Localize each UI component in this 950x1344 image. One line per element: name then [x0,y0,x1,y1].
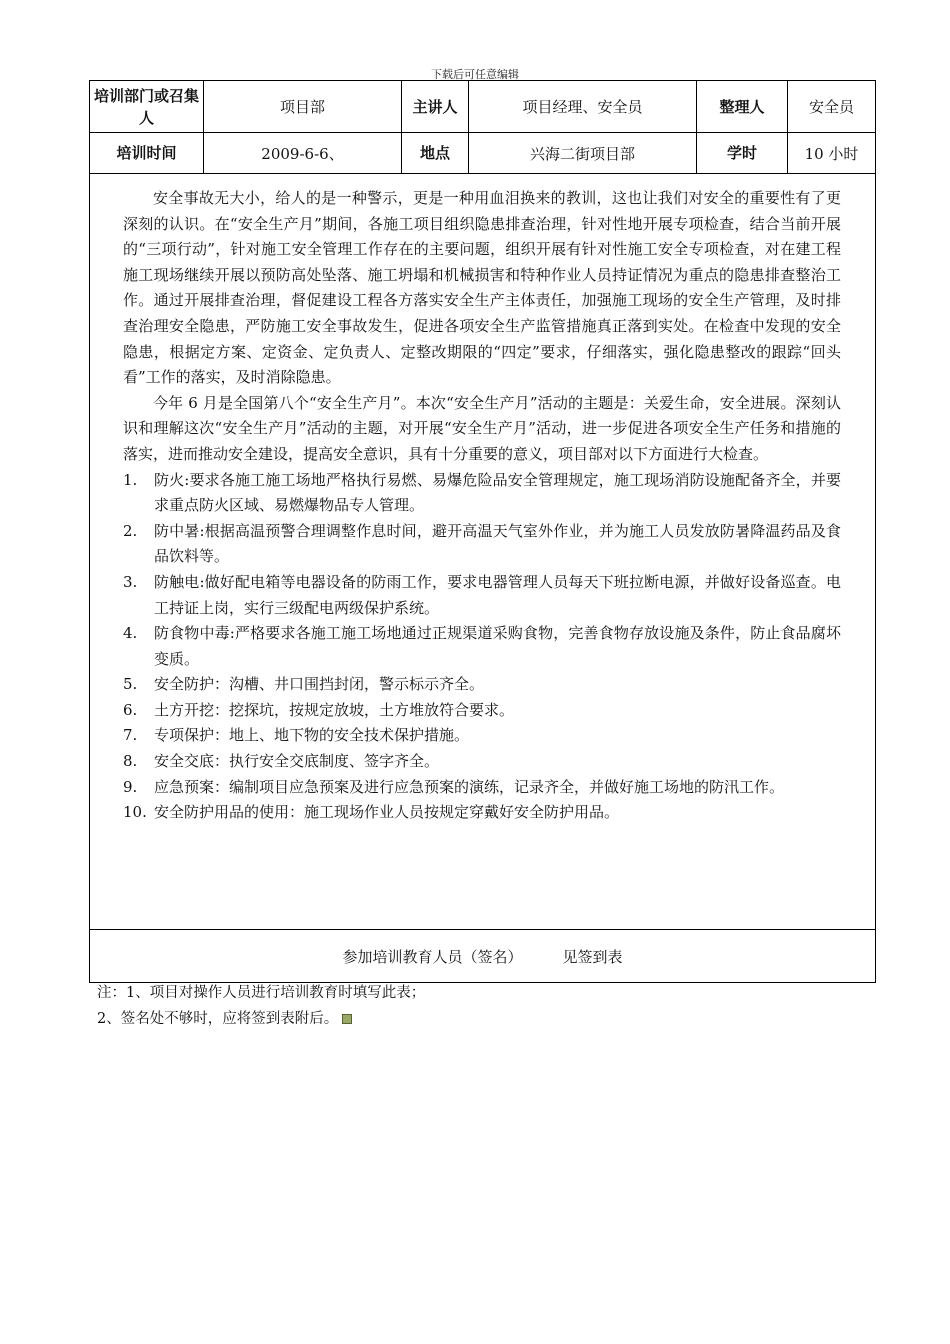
signature-label: 参加培训教育人员（签名） [342,947,523,966]
training-content [90,174,876,930]
item-number: 3. [123,572,138,591]
organizer-label: 整理人 [697,81,788,133]
content-paragraph-2: 今年 6 月是全国第八个“安全生产月”。本次“安全生产月”活动的主题是：关爱生命，安全进展。深刻认识和理解这次“安全生产月”活动的主题，对开展“安全生产月”活动，进一步促进各项安全生产任务和措施的落实，进而推动安全建设，提高安全意识，具有十分重要的意义，项目部对以下方面进行大检查。 [123,393,841,463]
item-text: 专项保护：地上、地下物的安全技术保护措施。 [154,726,470,745]
item-number: 5. [123,675,138,694]
list-item [123,519,841,570]
item-number: 7. [123,726,138,745]
item-number: 9. [123,777,138,796]
item-text: 防触电:做好配电箱等电器设备的防雨工作，要求电器管理人员每天下班拉断电源，并做好设备巡查。电工持证上岗，实行三级配电两级保护系统。 [154,572,841,617]
item-text: 安全防护用品的使用：施工现场作业人员按规定穿戴好安全防护用品。 [154,803,620,822]
place-label: 地点 [402,133,469,174]
item-number: 4. [123,624,138,643]
list-item [123,723,841,749]
hours-label: 学时 [697,133,788,174]
item-text: 防火:要求各施工施工场地严格执行易燃、易爆危险品安全管理规定，施工现场消防设施配备齐全，并要求重点防火区域、易燃爆物品专人管理。 [154,470,841,515]
item-text: 防中暑:根据高温预警合理调整作息时间，避开高温天气室外作业，并为施工人员发放防暑降温药品及食品饮料等。 [154,521,841,566]
list-item [123,775,841,801]
place-value: 兴海二街项目部 [469,133,697,174]
small-image-icon [342,1014,352,1024]
hours-value: 10 小时 [788,133,876,174]
inspection-items-list [123,468,841,826]
table-row [90,174,876,930]
list-item [123,570,841,621]
list-item [123,698,841,724]
item-number: 1. [123,470,138,489]
content-paragraph-1: 安全事故无大小，给人的是一种警示，更是一种用血泪换来的教训，这也让我们对安全的重要性有了更深刻的认识。在“安全生产月”期间，各施工项目组织隐患排查治理，针对性地开展专项检查，结合当前开展的“三项行动”，针对施工安全管理工作存在的主要问题，组织开展有针对性施工安全专项检查，对在建工程施工现场继续开展以预防高处坠落、施工坍塌和机械损害和特种作业人员持证情况为重点的隐患排查整治工作。通过开展排查治理，督促建设工程各方落实安全生产主体责任，加强施工现场的安全生产管理，及时排查治理安全隐患，严防施工安全事故发生，促进各项安全生产监管措施真正落到实处。在检查中发现的安全隐患，根据定方案、定资金、定负责人、定整改期限的“四定”要求，仔细落实，强化隐患整改的跟踪“回头看”工作的落实，及时消除隐患。 [123,189,841,387]
table-row [90,81,876,133]
list-item [123,621,841,672]
item-text: 防食物中毒:严格要求各施工施工场地通过正规渠道采购食物，完善食物存放设施及条件，防止食品腐坏变质。 [154,624,841,668]
item-number: 8. [123,752,138,771]
item-number: 6. [123,700,138,719]
footnote-1: 注：1、项目对操作人员进行培训教育时填写此表； [97,985,426,1001]
speaker-value: 项目经理、安全员 [469,81,697,133]
training-record-table [89,80,876,983]
item-text: 安全交底：执行安全交底制度、签字齐全。 [154,752,440,771]
item-text: 安全防护：沟槽、井口围挡封闭，警示标示齐全。 [154,675,485,694]
list-item [123,800,841,826]
item-number: 2. [123,521,138,540]
footnotes [97,980,425,1032]
list-item [123,672,841,698]
organizer-value: 安全员 [788,81,876,133]
page-header-note: 下载后可任意编辑 [431,68,519,81]
dept-value: 项目部 [204,81,402,133]
list-item [123,468,841,519]
time-label: 培训时间 [90,133,204,174]
list-item [123,749,841,775]
item-number: 10. [123,803,147,822]
table-row [90,133,876,174]
signature-value: 见签到表 [562,947,623,966]
footnote-2: 2、签名处不够时，应将签到表附后。 [97,1011,339,1027]
item-text: 土方开挖：挖探坑，按规定放坡，土方堆放符合要求。 [154,700,515,719]
item-text: 应急预案：编制项目应急预案及进行应急预案的演练，记录齐全，并做好施工场地的防汛工作。 [154,777,785,796]
footnote-2-line [97,1006,425,1032]
table-row [90,930,876,983]
speaker-label: 主讲人 [402,81,469,133]
time-value: 2009-6-6、 [204,133,402,174]
signature-row [90,930,876,983]
dept-label: 培训部门或召集人 [90,81,204,133]
